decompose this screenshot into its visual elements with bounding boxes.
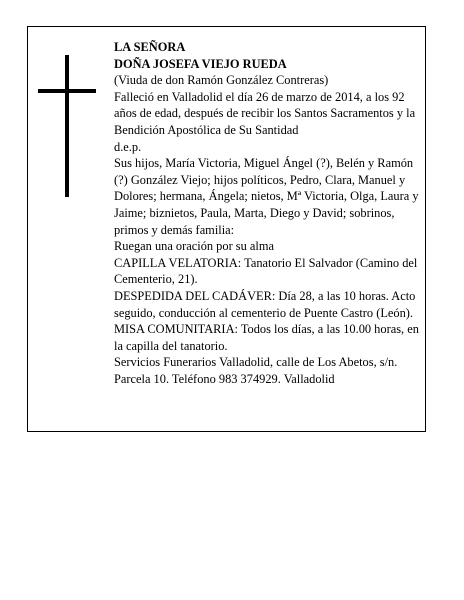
chapel-info: CAPILLA VELATORIA: Tanatorio El Salvador (Camino del Cementerio, 21). [114,255,418,287]
cross-vertical-bar [65,55,69,197]
mass-info: MISA COMUNITARIA: Todos los días, a las 10.00 horas, en la capilla del tanatorio. [114,322,419,353]
obituary-notice [27,26,426,432]
funeral-services-info: Servicios Funerarios Valladolid, calle de Los Abetos, s/n. Parcela 10. Teléfono 983 374929. Valladolid [114,355,398,386]
widow-subtitle: (Viuda de don Ramón González Contreras) [114,73,329,88]
notice-text [114,39,422,387]
prayer-request: Ruegan una oración por su alma [114,239,274,254]
family-list: Sus hijos, María Victoria, Miguel Ángel (?), Belén y Ramón (?) González Viejo; hijos políticos, Pedro, Clara, Manuel y Dolores; hermana, Ángela; nietos, Mª Victoria, Olga, Laura y Jaime; biznietos, Paula, Marta, Diego y David; sobrinos, primos y demás familia: [114,156,419,237]
dep-abbreviation: d.e.p. [114,139,142,154]
deceased-name: DOÑA JOSEFA VIEJO RUEDA [114,56,287,71]
death-statement: Falleció en Valladolid el día 26 de marzo de 2014, a los 92 años de edad, después de recibir los Santos Sacramentos y la Bendición Apostólica de Su Santidad [114,89,416,137]
cross-icon [38,55,96,197]
notice-heading: LA SEÑORA [114,40,186,54]
cross-horizontal-bar [38,89,96,93]
farewell-info: DESPEDIDA DEL CADÁVER: Día 28, a las 10 horas. Acto seguido, conducción al cementerio de Puente Castro (León). [114,288,416,320]
